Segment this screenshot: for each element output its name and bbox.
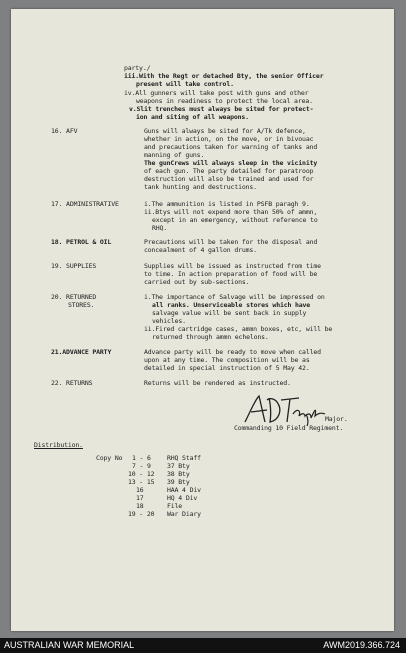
text-line: and precautions taken for warning of tanks and — [144, 143, 318, 151]
text-line: ii.Fired cartridge cases, ammn boxes, etc, will be — [144, 325, 333, 333]
distribution-dest: 39 Bty — [167, 478, 190, 486]
section-number: 16. AFV — [51, 127, 78, 135]
text-line: ion and siting of all weapons. — [136, 113, 249, 121]
distribution-dest: HAA 4 Div — [167, 486, 201, 494]
text-line: iii.With the Regt or detached Bty, the senior Officer — [124, 72, 324, 80]
footer-source: AUSTRALIAN WAR MEMORIAL — [4, 640, 135, 650]
section-number: 18. PETROL & OIL — [51, 238, 112, 246]
text-line: v.Slit trenches must always be sited for protect- — [129, 105, 314, 113]
text-line: returned through ammn echelons. — [152, 333, 269, 341]
text-line: i.The ammunition is listed in PSFB paragh 9. — [144, 200, 310, 208]
distribution-copy: 16 — [136, 486, 144, 494]
section-number: 21.ADVANCE PARTY — [51, 348, 112, 356]
distribution-copy: 17 — [136, 494, 144, 502]
distribution-heading: Distribution. — [34, 441, 83, 449]
distribution-copy: 10 - 12 — [128, 470, 155, 478]
distribution-copy: 18 — [136, 502, 144, 510]
section-number: 17. ADMINISTRATIVE — [51, 200, 119, 208]
text-line: present will take control. — [136, 80, 234, 88]
text-line: Supplies will be issued as instructed from time — [144, 262, 321, 270]
text-line: whether in action, on the move, or in bivouac — [144, 135, 314, 143]
distribution-dest: War Diary — [167, 510, 201, 518]
text-line: iv.All gunners will take post with guns and other — [124, 89, 309, 97]
distribution-label: Copy No — [96, 454, 123, 462]
text-line: tank hunting and destructions. — [144, 183, 257, 191]
text-line: concealment of 4 gallon drums. — [144, 246, 257, 254]
distribution-dest: 38 Bty — [167, 470, 190, 478]
text-line: vehicles. — [152, 317, 186, 325]
text-line: party./ — [124, 64, 151, 72]
distribution-dest: HQ 4 Div — [167, 494, 198, 502]
distribution-dest: File — [167, 502, 183, 510]
distribution-dest: 37 Bty — [167, 462, 190, 470]
section-number: 19. SUPPLIES — [51, 262, 97, 270]
text-line: i.The importance of Salvage will be impressed on — [144, 293, 325, 301]
signature-rank: Major. — [325, 415, 348, 423]
text-line: except in an emergency, without reference to — [152, 216, 318, 224]
text-line: destruction will also be trained and used for — [144, 175, 314, 183]
text-line: carried out by sub-sections. — [144, 278, 250, 286]
text-line: upon at any time. The composition will be as — [144, 356, 310, 364]
section-number: STORES. — [68, 301, 95, 309]
text-line: weapons in readiness to protect the local area. — [136, 97, 313, 105]
text-line: Precautions will be taken for the disposal and — [144, 238, 318, 246]
footer-bar — [0, 638, 406, 653]
text-line: all ranks. Unserviceable stores which have — [152, 301, 311, 309]
distribution-dest: RHQ Staff — [167, 454, 201, 462]
text-line: Advance party will be ready to move when called — [144, 348, 321, 356]
signature-mark — [241, 392, 331, 428]
section-number: 22. RETURNS — [51, 379, 93, 387]
distribution-copy: 19 - 20 — [128, 510, 155, 518]
text-line: to time. In action preparation of food will be — [144, 270, 318, 278]
signature-role: Commanding 10 Field Regiment. — [234, 424, 344, 432]
text-line: salvage value will be sent back in supply — [152, 309, 307, 317]
distribution-copy: 13 - 15 — [128, 478, 155, 486]
text-line: Guns will always be sited for A/Tk defence, — [144, 127, 306, 135]
text-line: Returns will be rendered as instructed. — [144, 379, 291, 387]
distribution-copy: 7 - 9 — [132, 462, 151, 470]
document-page — [11, 9, 394, 631]
footer-id: AWM2019.366.724 — [323, 640, 400, 650]
text-line: detailed in special instruction of 5 May 42. — [144, 364, 310, 372]
text-line: ii.Btys will not expend more than 50% of ammn, — [144, 208, 318, 216]
text-line: The gunCrews will always sleep in the vicinity — [144, 159, 318, 167]
section-number: 20. RETURNED — [51, 293, 97, 301]
text-line: RHQ. — [152, 224, 168, 232]
distribution-copy: 1 - 6 — [132, 454, 151, 462]
text-line: manning of guns. — [144, 151, 205, 159]
text-line: of each gun. The party detailed for paratroop — [144, 167, 314, 175]
